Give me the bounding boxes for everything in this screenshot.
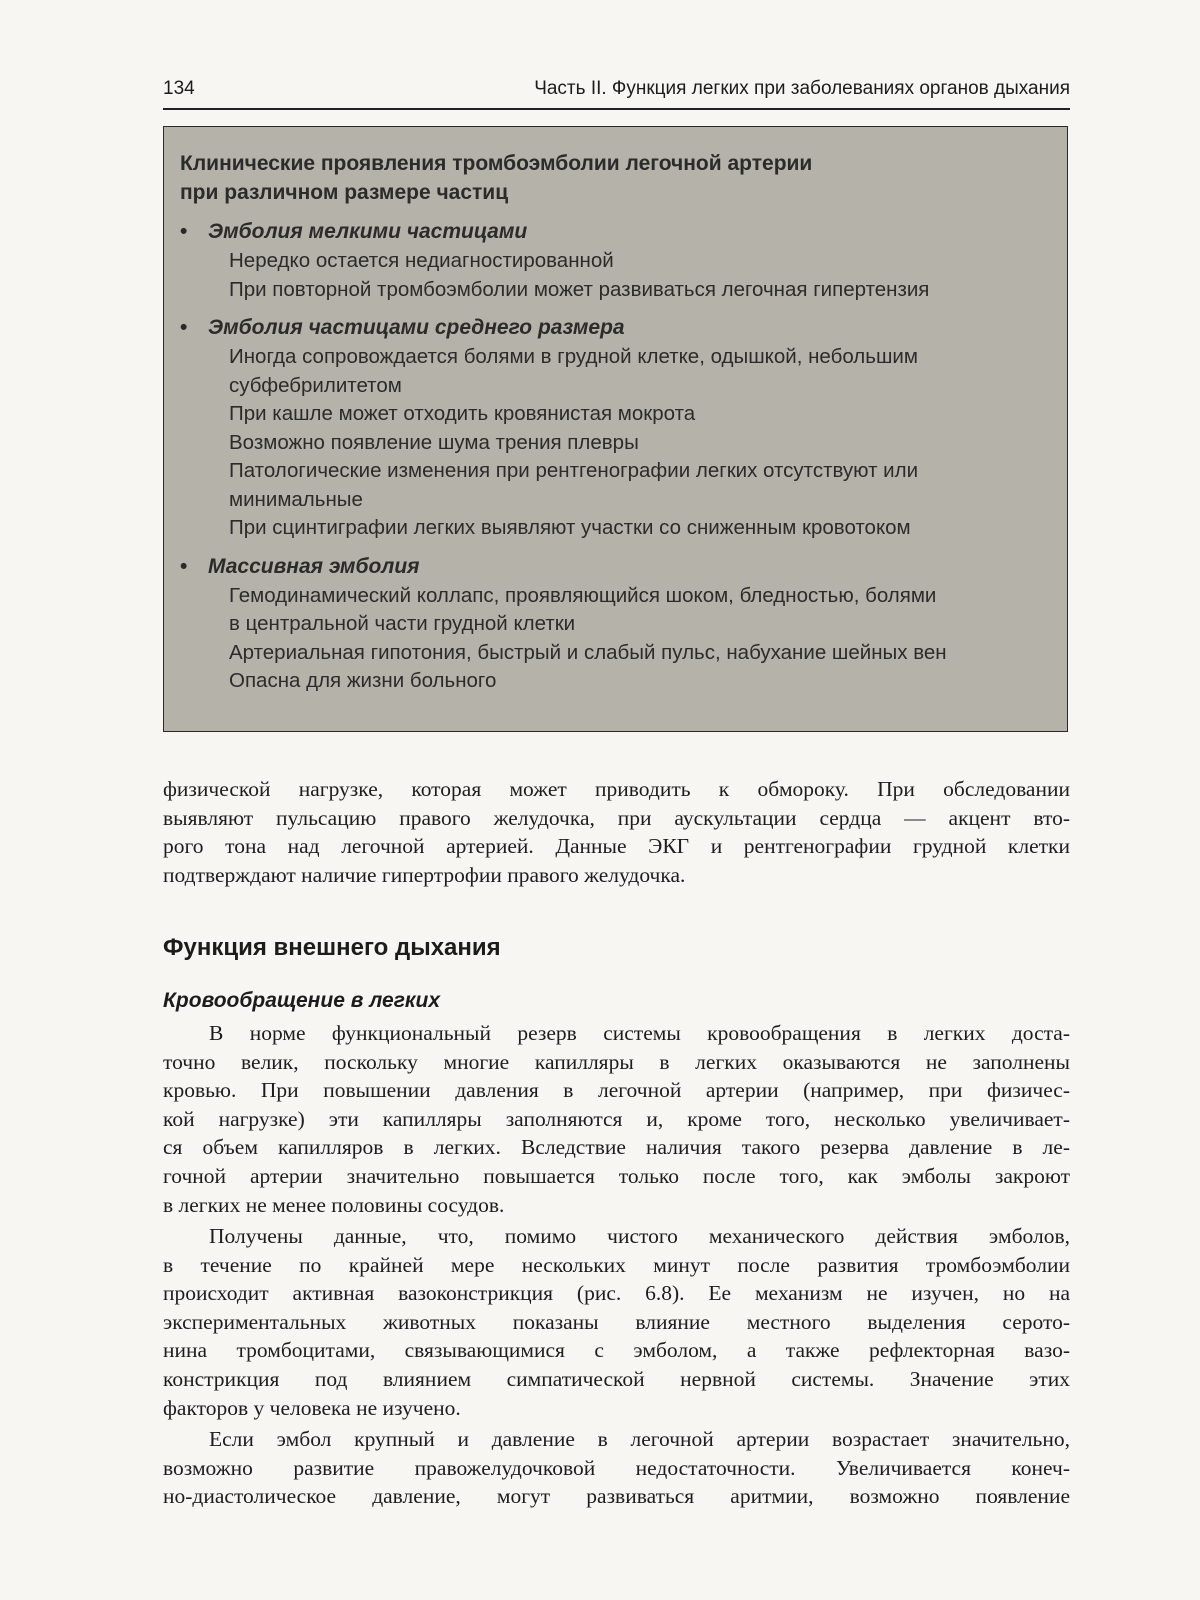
text-line: выявляют пульсацию правого желудочка, при аускультации сердца — акцент вто- — [163, 805, 1070, 830]
box-item-line: Нередко остается недиагностированной — [229, 249, 614, 272]
box-item — [180, 639, 1051, 668]
text-line: Получены данные, что, помимо чистого механического действия эмболов, — [209, 1224, 1070, 1248]
text-line: кровью. При повышении давления в легочной артерии (например, при физичес- — [163, 1078, 1070, 1103]
text-line: В норме функциональный резерв системы кровообращения в легких доста- — [209, 1021, 1070, 1045]
box-item-line: минимальные — [229, 487, 363, 511]
section-heading-medium — [180, 313, 1051, 343]
continuation-paragraph — [163, 775, 1070, 889]
box-item — [180, 514, 1051, 543]
box-title-line: Клинические проявления тромбоэмболии легочной артерии — [180, 152, 813, 175]
box-item-line: Возможно появление шума трения плевры — [229, 430, 639, 454]
subsection-heading: Кровообращение в легких — [163, 989, 441, 1012]
box-title-line: при различном размере частиц — [180, 181, 509, 204]
box-item — [180, 667, 1051, 696]
text-line: в течение по крайней мере нескольких минут после развития тромбоэмболии — [163, 1252, 1070, 1277]
box-item-line: Гемодинамический коллапс, проявляющийся шоком, бледностью, болями — [229, 583, 937, 607]
body-paragraph — [163, 1222, 1070, 1422]
page-number: 134 — [163, 78, 195, 99]
box-item — [180, 400, 1051, 429]
box-item-line: При сцинтиграфии легких выявляют участки со сниженным кровотоком — [229, 516, 911, 539]
section-heading-text: Эмболия мелкими частицами — [208, 220, 528, 243]
box-item — [180, 457, 1051, 514]
running-header — [163, 74, 1070, 110]
text-line: физической нагрузке, которая может приводить к обмороку. При обследовании — [163, 777, 1070, 801]
box-item — [180, 582, 1051, 639]
section-heading-massive — [180, 552, 1051, 582]
text-line: но-диастолическое давление, могут развиваться аритмии, возможно появление — [163, 1484, 1070, 1509]
bullet-icon: • — [180, 554, 188, 578]
text-line: происходит активная вазоконстрикция (рис. 6.8). Ее механизм не изучен, но на — [163, 1281, 1070, 1306]
box-item-line: Иногда сопровождается болями в грудной клетке, одышкой, небольшим — [229, 345, 918, 368]
text-line: гочной артерии значительно повышается только после того, как эмболы закроют — [163, 1163, 1070, 1188]
section-heading-text: Эмболия частицами среднего размера — [208, 316, 625, 339]
bullet-icon: • — [180, 220, 188, 243]
text-line: ся объем капилляров в легких. Вследствие наличия такого резерва давление в ле- — [163, 1135, 1070, 1160]
running-title: Часть II. Функция легких при заболеваниях органов дыхания — [534, 78, 1070, 99]
clinical-box — [163, 126, 1068, 732]
box-item — [180, 276, 1051, 305]
box-section-small — [180, 217, 1051, 304]
box-item — [180, 429, 1051, 458]
box-item-line: субфебрилитетом — [229, 373, 402, 397]
section-heading: Функция внешнего дыхания — [163, 934, 501, 961]
box-item-line: Артериальная гипотония, быстрый и слабый пульс, набухание шейных вен — [229, 640, 947, 664]
box-item — [180, 343, 1051, 400]
body-paragraph — [163, 1425, 1070, 1511]
text-line: точно велик, поскольку многие капилляры в легких оказываются не заполнены — [163, 1049, 1070, 1074]
text-line: подтверждают наличие гипертрофии правого желудочка. — [163, 862, 686, 887]
box-section-medium — [180, 313, 1051, 543]
text-line: нина тромбоцитами, связывающимися с эмболом, а также рефлекторная вазо- — [163, 1338, 1070, 1363]
box-item-line: При повторной тромбоэмболии может развиваться легочная гипертензия — [229, 277, 930, 301]
body-paragraph — [163, 1019, 1070, 1219]
section-heading-small — [180, 217, 1051, 247]
text-line: в легких не менее половины сосудов. — [163, 1192, 505, 1217]
box-section-massive — [180, 552, 1051, 696]
text-line: констрикция под влиянием симпатической нервной системы. Значение этих — [163, 1366, 1070, 1391]
box-item — [180, 247, 1051, 276]
box-title — [180, 149, 1051, 207]
box-item-line: в центральной части грудной клетки — [229, 612, 576, 635]
box-item-line: При кашле может отходить кровянистая мокрота — [229, 402, 696, 425]
text-line: возможно развитие правожелудочковой недостаточности. Увеличивается конеч- — [163, 1455, 1070, 1480]
box-item-line: Опасна для жизни больного — [229, 669, 497, 692]
box-item-line: Патологические изменения при рентгенографии легких отсутствуют или — [229, 459, 919, 482]
text-line: экспериментальных животных показаны влияние местного выделения серото- — [163, 1309, 1070, 1334]
text-line: факторов у человека не изучено. — [163, 1395, 461, 1420]
text-line: кой нагрузке) эти капилляры заполняются и, кроме того, несколько увеличивает- — [163, 1106, 1070, 1131]
section-heading-text: Массивная эмболия — [208, 554, 420, 578]
bullet-icon: • — [180, 316, 188, 339]
text-line: Если эмбол крупный и давление в легочной артерии возрастает значительно, — [209, 1427, 1070, 1451]
text-line: рого тона над легочной артерией. Данные ЭКГ и рентгенографии грудной клетки — [163, 834, 1070, 859]
